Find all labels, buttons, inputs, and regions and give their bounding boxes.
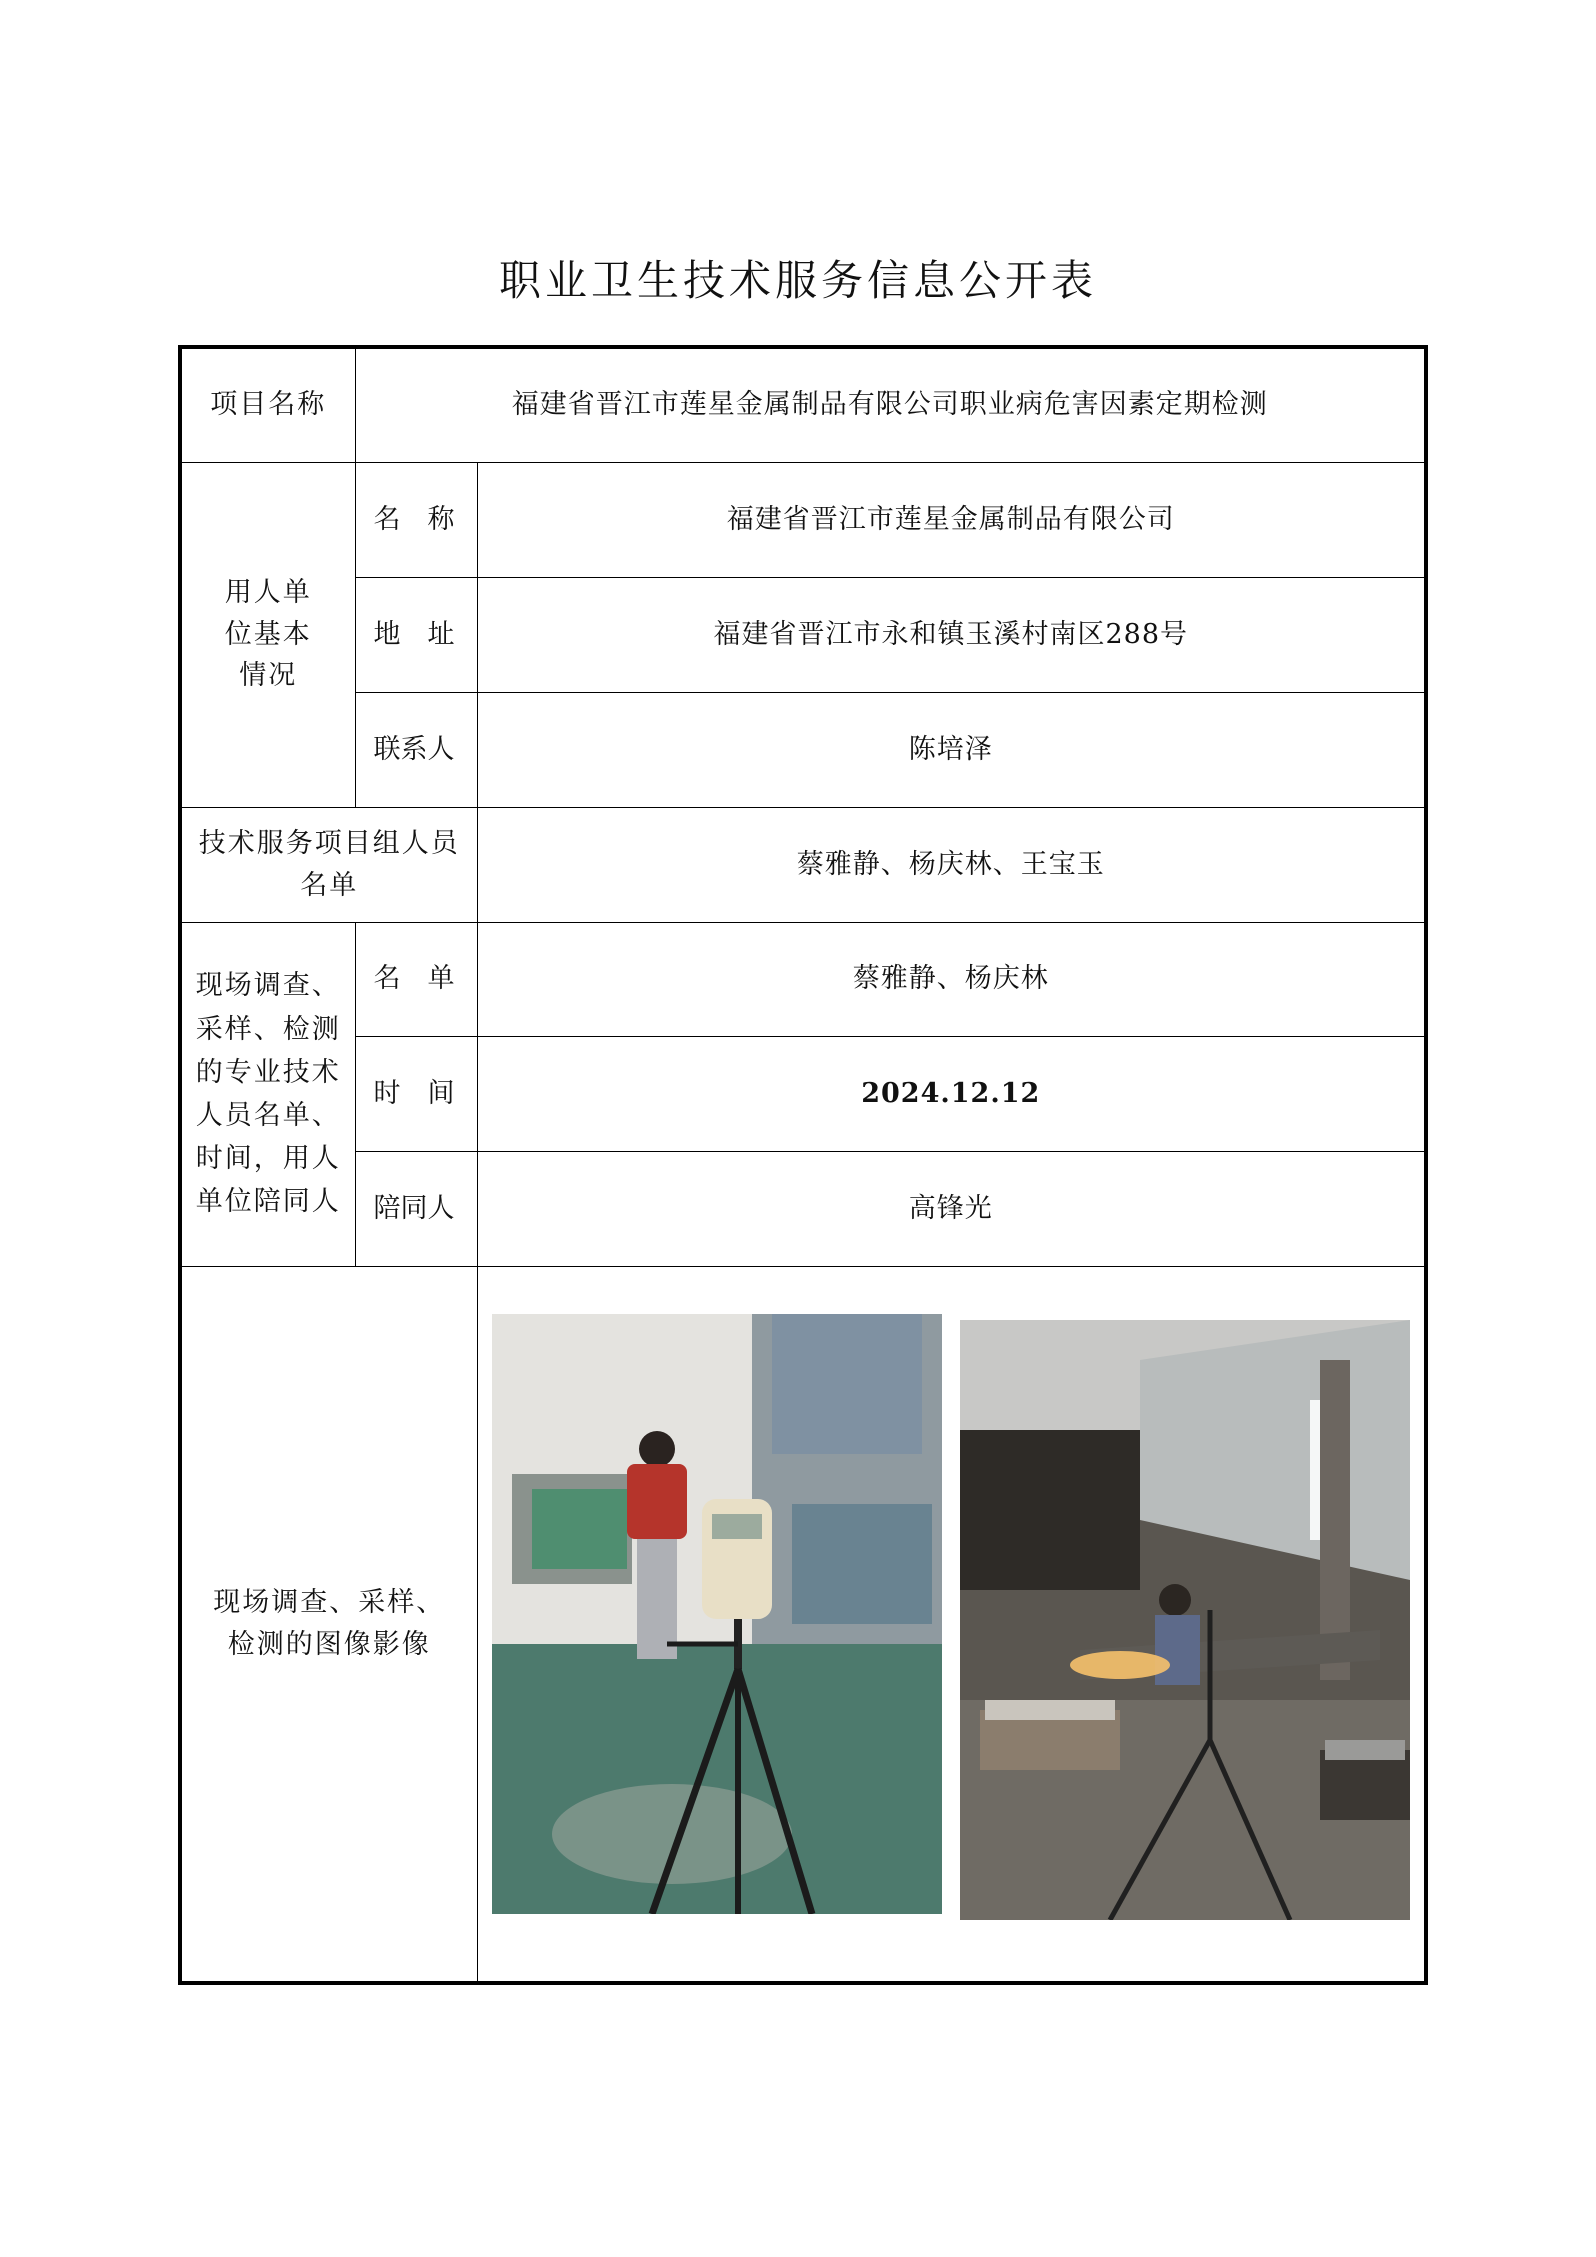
grinding-workshop-photo — [960, 1320, 1410, 1920]
onsite-list-label: 名 单 — [355, 922, 477, 1036]
table-row — [180, 462, 1426, 577]
project-name-value: 福建省晋江市莲星金属制品有限公司职业病危害因素定期检测 — [355, 347, 1426, 462]
employer-contact-value: 陈培泽 — [477, 692, 1426, 807]
table-row — [180, 347, 1426, 462]
table-row — [180, 807, 1426, 922]
table-row — [180, 1151, 1426, 1266]
onsite-escort-label: 陪同人 — [355, 1151, 477, 1266]
table-row — [180, 922, 1426, 1036]
onsite-list-value: 蔡雅静、杨庆林 — [477, 922, 1426, 1036]
onsite-label: 现场调查、采样、检测的专业技术人员名单、时间，用人单位陪同人 — [180, 922, 355, 1266]
images-cell — [477, 1266, 1426, 1983]
team-label: 技术服务项目组人员名单 — [180, 807, 477, 922]
employer-name-value: 福建省晋江市莲星金属制品有限公司 — [477, 462, 1426, 577]
page-title: 职业卫生技术服务信息公开表 — [498, 256, 1097, 305]
table-row — [180, 692, 1426, 807]
table-row — [180, 1266, 1426, 1983]
employer-name-label: 名 称 — [355, 462, 477, 577]
employer-address-value: 福建省晋江市永和镇玉溪村南区288号 — [477, 577, 1426, 692]
employer-address-label: 地 址 — [355, 577, 477, 692]
info-table — [178, 345, 1428, 1985]
team-value: 蔡雅静、杨庆林、王宝玉 — [477, 807, 1426, 922]
onsite-time-value: 2024.12.12 — [477, 1036, 1426, 1151]
employer-label: 用人单位基本情况 — [180, 462, 355, 807]
table-row — [180, 1036, 1426, 1151]
images-label: 现场调查、采样、检测的图像影像 — [180, 1266, 477, 1983]
table-row — [180, 577, 1426, 692]
onsite-time-label: 时 间 — [355, 1036, 477, 1151]
sound-level-meter-photo — [492, 1314, 942, 1914]
onsite-escort-value: 高锋光 — [477, 1151, 1426, 1266]
employer-contact-label: 联系人 — [355, 692, 477, 807]
project-name-label: 项目名称 — [180, 347, 355, 462]
